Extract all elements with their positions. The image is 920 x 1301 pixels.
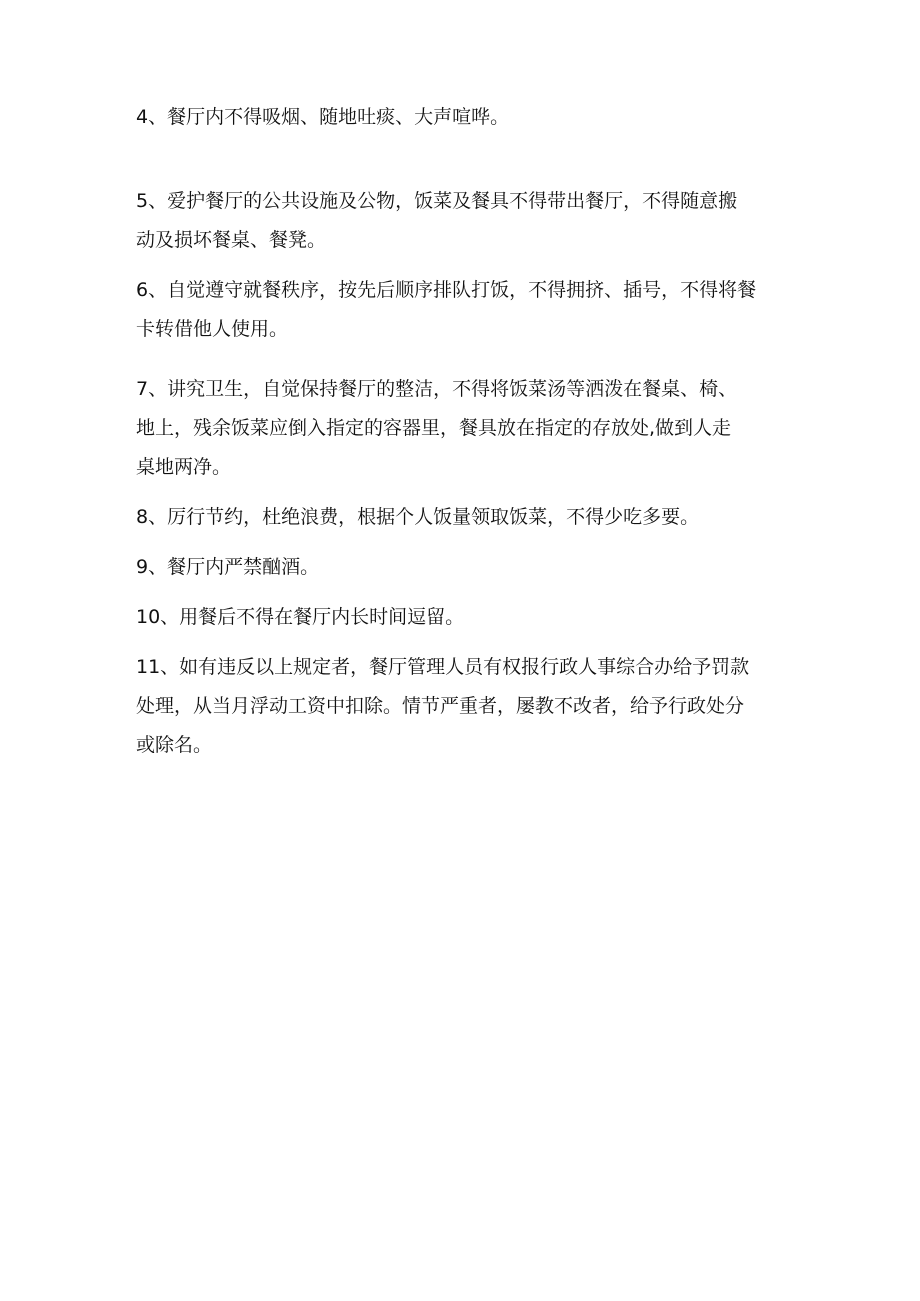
rule-5-line-2: 动及损坏餐桌、餐凳。 (136, 229, 327, 251)
rule-item-11 (136, 648, 796, 765)
rule-11-line-3: 或除名。 (136, 734, 213, 756)
rule-11-line-1: 11、如有违反以上规定者，餐厅管理人员有权报行政人事综合办给予罚款 (136, 656, 750, 678)
rule-item-5 (136, 182, 796, 260)
rule-6-line-2: 卡转借他人使用。 (136, 318, 289, 340)
rule-item-7 (136, 370, 796, 487)
rule-item-9 (136, 548, 796, 587)
rule-item-4 (136, 98, 796, 137)
rule-8-line-1: 8、厉行节约，杜绝浪费，根据个人饭量领取饭菜，不得少吃多要。 (136, 506, 700, 528)
rule-9-line-1: 9、餐厅内严禁酗酒。 (136, 556, 320, 578)
rule-4-line-1: 4、餐厅内不得吸烟、随地吐痰、大声喧哗。 (136, 106, 510, 128)
rule-item-10 (136, 598, 796, 637)
rule-7-line-3: 桌地两净。 (136, 456, 232, 478)
rule-7-line-2: 地上，残余饭菜应倒入指定的容器里，餐具放在指定的存放处,做到人走 (136, 417, 732, 439)
rule-item-6 (136, 271, 796, 349)
rule-item-8 (136, 498, 796, 537)
rule-5-line-1: 5、爱护餐厅的公共设施及公物，饭菜及餐具不得带出餐厅，不得随意搬 (136, 190, 738, 212)
rule-10-line-1: 10、用餐后不得在餐厅内长时间逗留。 (136, 606, 465, 628)
rule-6-line-1: 6、自觉遵守就餐秩序，按先后顺序排队打饭，不得拥挤、插号，不得将餐 (136, 279, 757, 301)
rule-7-line-1: 7、讲究卫生，自觉保持餐厅的整洁，不得将饭菜汤等洒泼在餐桌、椅、 (136, 378, 738, 400)
rule-11-line-2: 处理，从当月浮动工资中扣除。情节严重者，屡教不改者，给予行政处分 (136, 695, 745, 717)
rules-list (136, 98, 796, 765)
